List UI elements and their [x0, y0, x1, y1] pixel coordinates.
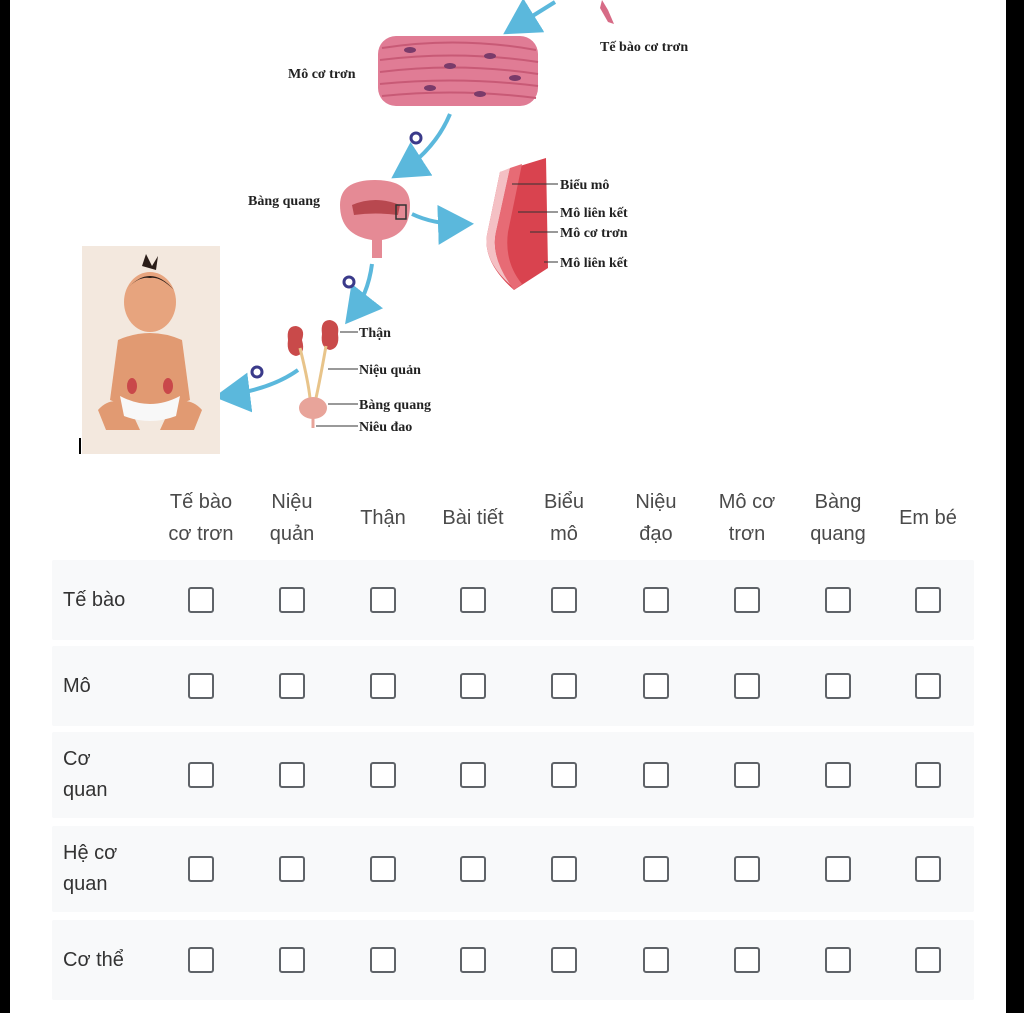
row-label-line: quan: [63, 779, 108, 801]
grid-checkbox[interactable]: [734, 762, 760, 788]
label-bladder-2: Bàng quang: [359, 398, 431, 413]
column-header: [611, 478, 701, 558]
column-header-line: Mô cơ: [718, 491, 776, 513]
column-header-line: trơn: [728, 523, 766, 545]
grid-checkbox[interactable]: [279, 673, 305, 699]
grid-checkbox[interactable]: [460, 947, 486, 973]
grid-checkbox[interactable]: [188, 762, 214, 788]
grid-checkbox[interactable]: [551, 673, 577, 699]
baby-photo: [82, 246, 220, 454]
label-connective-1: Mô liên kết: [560, 206, 628, 221]
grid-checkbox[interactable]: [643, 673, 669, 699]
column-header-line: Niệu: [271, 491, 313, 513]
grid-checkbox[interactable]: [188, 947, 214, 973]
grid-checkbox[interactable]: [643, 587, 669, 613]
grid-row: [52, 560, 974, 640]
grid-checkbox[interactable]: [643, 856, 669, 882]
grid-checkbox[interactable]: [551, 947, 577, 973]
grid-checkbox[interactable]: [643, 947, 669, 973]
grid-checkbox[interactable]: [460, 762, 486, 788]
row-label-line: Mô: [63, 674, 91, 697]
grid-checkbox[interactable]: [188, 856, 214, 882]
label-bladder: Bàng quang: [248, 194, 320, 209]
grid-checkbox[interactable]: [915, 673, 941, 699]
column-header: [156, 478, 246, 558]
label-smooth-muscle-tissue: Mô cơ trơn: [288, 67, 356, 82]
row-label-line: Cơ thể: [63, 948, 124, 971]
row-label: [63, 920, 158, 1000]
column-header: [519, 478, 609, 558]
column-header-line: Bàng: [814, 491, 862, 513]
grid-checkbox[interactable]: [188, 673, 214, 699]
column-header-line: quang: [810, 523, 866, 545]
bladder-wall-image: [486, 158, 548, 290]
smooth-muscle-cell-image: [600, 0, 614, 24]
grid-checkbox[interactable]: [370, 856, 396, 882]
grid-checkbox[interactable]: [551, 856, 577, 882]
column-header-line: Thận: [360, 507, 406, 529]
grid-checkbox[interactable]: [825, 762, 851, 788]
row-label-line: Tế bào: [63, 588, 126, 611]
bladder-image: [340, 180, 410, 258]
row-label: [63, 732, 158, 818]
organization-levels-diagram: [10, 0, 1006, 460]
grid-checkbox[interactable]: [825, 947, 851, 973]
arrow-to-wall: [412, 214, 466, 224]
grid-checkbox[interactable]: [825, 856, 851, 882]
grid-checkbox[interactable]: [915, 762, 941, 788]
label-smooth-muscle-cell: Tế bào cơ trơn: [600, 40, 689, 55]
column-header: [247, 478, 337, 558]
column-header-line: đạo: [639, 523, 673, 545]
label-epithelium: Biểu mô: [560, 178, 610, 193]
checkbox-grid: [50, 478, 974, 971]
column-header-line: Tế bào: [169, 491, 233, 513]
grid-checkbox[interactable]: [370, 947, 396, 973]
column-header: [702, 478, 792, 558]
column-header-line: quản: [269, 523, 315, 545]
row-label-line: Cơ: [63, 748, 91, 770]
column-header: [338, 478, 428, 558]
column-header: [883, 478, 973, 558]
arrow-to-tissue: [510, 2, 555, 30]
column-header-line: Em bé: [899, 507, 957, 529]
grid-checkbox[interactable]: [915, 856, 941, 882]
grid-row: [52, 826, 974, 912]
label-kidney: Thận: [359, 326, 391, 341]
column-header: [428, 478, 518, 558]
grid-checkbox[interactable]: [460, 587, 486, 613]
grid-checkbox[interactable]: [551, 762, 577, 788]
grid-row: [52, 646, 974, 726]
label-ureter: Niệu quản: [359, 363, 421, 378]
grid-checkbox[interactable]: [370, 673, 396, 699]
grid-checkbox[interactable]: [643, 762, 669, 788]
row-label: [63, 560, 158, 640]
grid-checkbox[interactable]: [279, 587, 305, 613]
form-card: [10, 0, 1006, 1013]
grid-checkbox[interactable]: [734, 947, 760, 973]
grid-checkbox[interactable]: [734, 856, 760, 882]
grid-checkbox[interactable]: [734, 587, 760, 613]
biology-diagram: [10, 0, 1006, 460]
grid-checkbox[interactable]: [915, 947, 941, 973]
grid-checkbox[interactable]: [279, 947, 305, 973]
row-label-line: quan: [63, 873, 108, 895]
column-header-line: Bài tiết: [442, 507, 504, 529]
grid-checkbox[interactable]: [460, 673, 486, 699]
grid-checkbox[interactable]: [734, 673, 760, 699]
column-header: [793, 478, 883, 558]
column-header-line: Biểu: [543, 491, 585, 513]
row-label: [63, 826, 158, 912]
grid-checkbox[interactable]: [279, 762, 305, 788]
grid-checkbox[interactable]: [460, 856, 486, 882]
row-label-line: Hệ cơ: [63, 842, 118, 864]
label-connective-2: Mô liên kết: [560, 256, 628, 271]
grid-checkbox[interactable]: [188, 587, 214, 613]
label-muscle-layer: Mô cơ trơn: [560, 226, 628, 241]
column-header-line: mô: [550, 523, 578, 545]
label-urethra: Niêu đao: [359, 420, 413, 435]
row-label: [63, 646, 158, 726]
grid-checkbox[interactable]: [915, 587, 941, 613]
smooth-muscle-tissue-image: [378, 36, 538, 106]
column-header-line: Niệu: [635, 491, 677, 513]
grid-checkbox[interactable]: [825, 587, 851, 613]
column-header-line: cơ trơn: [168, 523, 234, 545]
grid-row: [52, 920, 974, 1000]
grid-row: [52, 732, 974, 818]
grid-checkbox[interactable]: [825, 673, 851, 699]
grid-checkbox[interactable]: [370, 587, 396, 613]
grid-checkbox[interactable]: [279, 856, 305, 882]
grid-checkbox[interactable]: [370, 762, 396, 788]
arrow-to-bladder: [398, 114, 450, 174]
grid-header-row: [50, 478, 974, 558]
grid-checkbox[interactable]: [551, 587, 577, 613]
arrow-to-urinary-system: [350, 264, 372, 318]
